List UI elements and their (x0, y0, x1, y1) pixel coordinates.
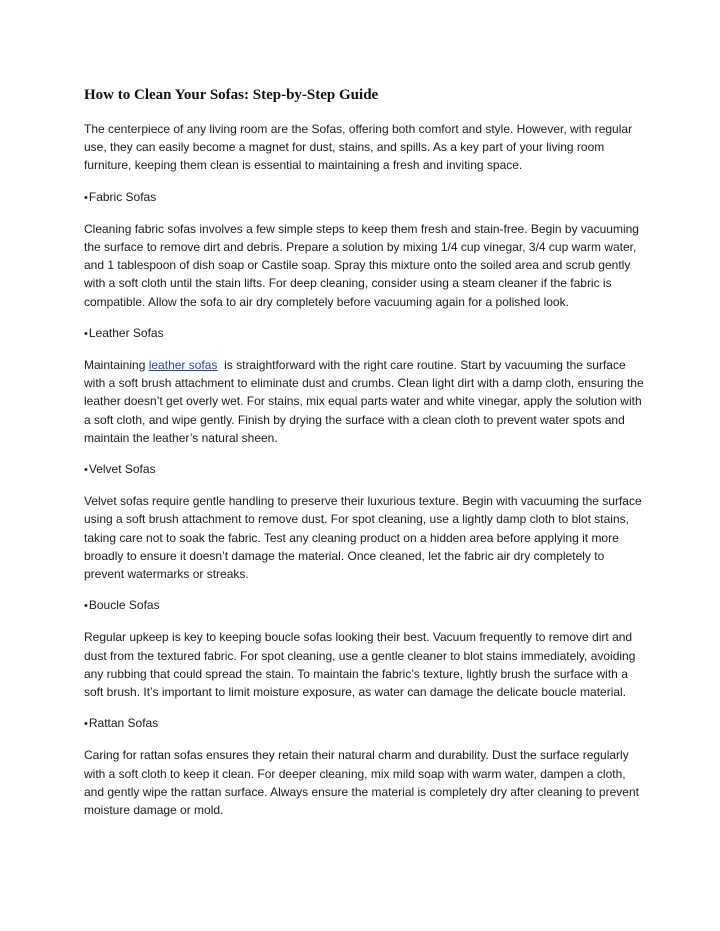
bullet-icon: • (84, 718, 88, 731)
section-body-rattan: Caring for rattan sofas ensures they retain their natural charm and durability. Dust the surface regularly with a soft cloth to keep it clean. For deeper cleaning, mix mild soap with warm water, dampen a cloth, and gently wipe the rattan surface. Always ensure the material is completely dry after cleaning to prevent moisture damage or mold. (84, 748, 639, 818)
section-heading-rattan (84, 714, 644, 733)
section-heading-label: Fabric Sofas (88, 189, 157, 204)
body-text-before-link: Maintaining (84, 358, 149, 373)
section-body-boucle: Regular upkeep is key to keeping boucle sofas looking their best. Vacuum frequently to remove dirt and dust from the textured fabric. For spot cleaning, use a gentle cleaner to blot stains immediately, avoiding any rubbing that could spread the stain. To maintain the fabric’s texture, lightly brush the surface with a soft brush. It’s important to limit moisture exposure, as water can damage the delicate boucle material. (84, 630, 636, 700)
section-heading-label: Velvet Sofas (88, 462, 156, 477)
section-body-leather (84, 356, 647, 447)
section-heading-label: Rattan Sofas (88, 716, 159, 731)
bullet-icon: • (84, 191, 88, 204)
document-page (84, 85, 647, 832)
section-heading-leather (84, 324, 644, 343)
section-heading-velvet (84, 460, 644, 479)
section-body-velvet: Velvet sofas require gentle handling to preserve their luxurious texture. Begin with vacuuming the surface using a soft brush attachment to remove dust. For spot cleaning, use a lightly damp cloth to blot stains, taking care not to soak the fabric. Test any cleaning product on a hidden area before applying it more broadly to ensure it doesn’t damage the material. Once cleaned, let the fabric air dry completely to prevent watermarks or streaks. (84, 494, 642, 582)
intro-paragraph: The centerpiece of any living room are the Sofas, offering both comfort and style. However, with regular use, they can easily become a magnet for dust, stains, and spills. As a key part of your living room furniture, keeping them clean is essential to maintaining a fresh and inviting space. (84, 122, 633, 173)
leather-sofas-link[interactable]: leather sofas (148, 358, 218, 373)
section-heading-fabric (84, 188, 644, 207)
section-body-fabric: Cleaning fabric sofas involves a few simple steps to keep them fresh and stain-free. Begin by vacuuming the surface to remove dirt and debris. Prepare a solution by mixing 1/4 cup vinegar, 3/4 cup warm water, and 1 tablespoon of dish soap or Castile soap. Spray this mixture onto the soiled area and scrub gently with a soft cloth until the stain lifts. For deep cleaning, consider using a steam cleaner if the fabric is compatible. Allow the sofa to air dry completely before vacuuming again for a polished look. (84, 221, 639, 309)
bullet-icon: • (84, 327, 88, 340)
page-title: How to Clean Your Sofas: Step-by-Step Guide (84, 87, 379, 103)
section-heading-label: Leather Sofas (88, 325, 164, 340)
body-text-after-link: is straightforward with the right care routine. Start by vacuuming the surface with a soft brush attachment to eliminate dust and crumbs. Clean light dirt with a damp cloth, ensuring the leather doesn’t get overly wet. For stains, mix equal parts water and white vinegar, apply the solution with a soft cloth, and wipe gently. Finish by drying the surface with a clean cloth to prevent water spots and maintain the leather’s natural sheen. (84, 358, 647, 445)
section-heading-label: Boucle Sofas (88, 598, 160, 613)
section-heading-boucle (84, 596, 644, 615)
bullet-icon: • (84, 464, 88, 477)
bullet-icon: • (84, 600, 88, 613)
